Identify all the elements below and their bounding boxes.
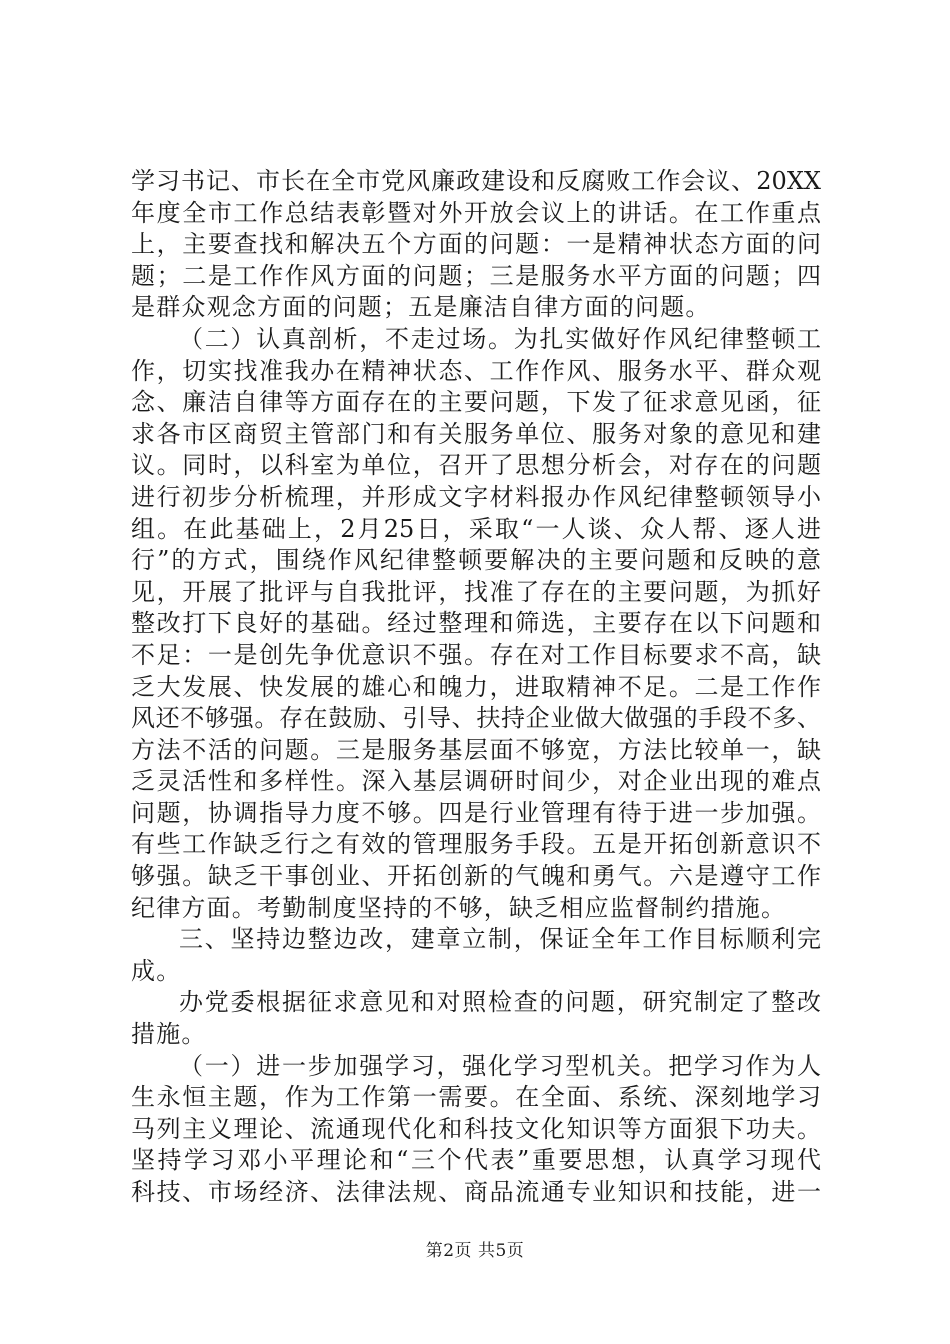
text-line: 纪律方面。考勤制度坚持的不够，缺乏相应监督制约措施。 — [131, 893, 787, 922]
page-footer: 第2页 共5页 — [425, 1241, 525, 1261]
text-line: 学习书记、市长在全市党风廉政建设和反腐败工作会议、20XX — [131, 167, 821, 195]
text-line: 念、廉洁自律等方面存在的主要问题，下发了征求意见函，征 — [131, 388, 821, 417]
text-line: 组。在此基础上，2月25日，采取“一人谈、众人帮、逐人进 — [131, 514, 821, 543]
text-line: 乏大发展、快发展的雄心和魄力，进取精神不足。二是工作作 — [131, 672, 821, 701]
text-line: 是群众观念方面的问题；五是廉洁自律方面的问题。 — [131, 293, 711, 322]
text-line: 措施。 — [131, 1020, 207, 1049]
text-line: 生永恒主题，作为工作第一需要。在全面、系统、深刻地学习 — [131, 1083, 821, 1112]
text-line: 成。 — [131, 956, 182, 985]
text-line: 作，切实找准我办在精神状态、工作作风、服务水平、群众观 — [131, 356, 821, 385]
text-line: 题；二是工作作风方面的问题；三是服务水平方面的问题；四 — [131, 261, 821, 290]
text-line: 乏灵活性和多样性。深入基层调研时间少，对企业出现的难点 — [131, 767, 821, 796]
text-line: （一）进一步加强学习，强化学习型机关。把学习作为人 — [179, 1051, 821, 1080]
text-line: 风还不够强。存在鼓励、引导、扶持企业做大做强的手段不多、 — [131, 704, 821, 733]
text-line: 问题，协调指导力度不够。四是行业管理有待于进一步加强。 — [131, 798, 821, 827]
text-line: 年度全市工作总结表彰暨对外开放会议上的讲话。在工作重点 — [131, 198, 821, 227]
text-line: 进行初步分析梳理，并形成文字材料报办作风纪律整顿领导小 — [131, 482, 821, 511]
text-line: （二）认真剖析，不走过场。为扎实做好作风纪律整顿工 — [179, 324, 821, 353]
text-line: 够强。缺乏干事创业、开拓创新的气魄和勇气。六是遵守工作 — [131, 862, 821, 891]
text-line: 议。同时，以科室为单位，召开了思想分析会，对存在的问题 — [131, 451, 821, 480]
text-line: 坚持学习邓小平理论和“三个代表”重要思想，认真学习现代 — [131, 1146, 821, 1175]
text-line: 整改打下良好的基础。经过整理和筛选，主要存在以下问题和 — [131, 609, 821, 638]
text-line: 方法不活的问题。三是服务基层面不够宽，方法比较单一，缺 — [131, 735, 821, 764]
text-line: 见，开展了批评与自我批评，找准了存在的主要问题，为抓好 — [131, 577, 821, 606]
text-line: 科技、市场经济、法律法规、商品流通专业知识和技能，进一 — [131, 1178, 821, 1206]
text-line: 不足：一是创先争优意识不强。存在对工作目标要求不高，缺 — [131, 640, 821, 669]
text-line: 行”的方式，围绕作风纪律整顿要解决的主要问题和反映的意 — [131, 546, 821, 575]
text-line: 三、坚持边整边改，建章立制，保证全年工作目标顺利完 — [179, 925, 821, 954]
text-line: 上，主要查找和解决五个方面的问题：一是精神状态方面的问 — [131, 230, 821, 259]
body-text — [131, 166, 821, 1209]
text-line: 有些工作缺乏行之有效的管理服务手段。五是开拓创新意识不 — [131, 830, 821, 859]
text-line: 求各市区商贸主管部门和有关服务单位、服务对象的意见和建 — [131, 419, 821, 448]
text-line: 马列主义理论、流通现代化和科技文化知识等方面狠下功夫。 — [131, 1114, 821, 1143]
text-line: 办党委根据征求意见和对照检查的问题，研究制定了整改 — [179, 988, 821, 1017]
